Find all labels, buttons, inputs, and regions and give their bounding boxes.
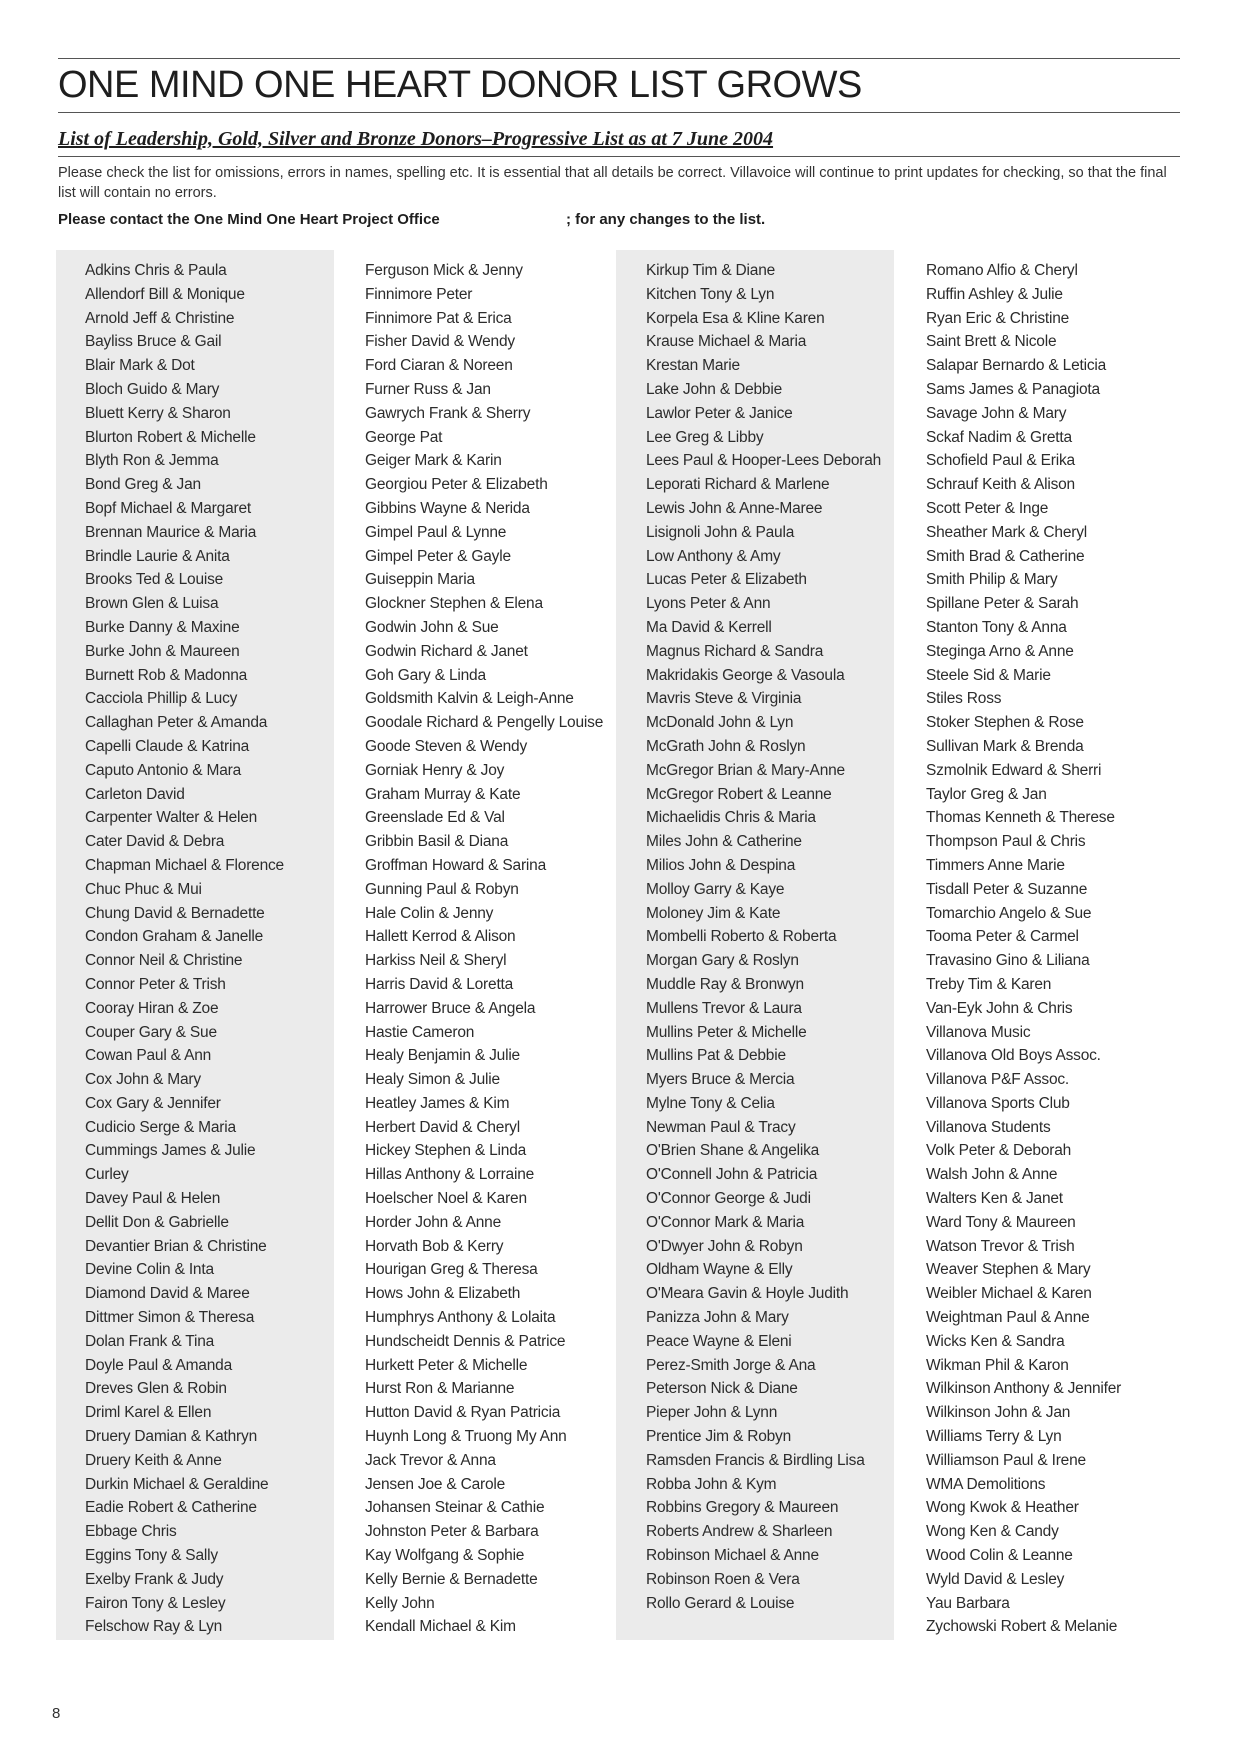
donor-entry: Mombelli Roberto & Roberta (646, 928, 837, 946)
donor-entry: Healy Simon & Julie (365, 1071, 500, 1089)
donor-entry: Eggins Tony & Sally (85, 1547, 218, 1565)
donor-entry: Bayliss Bruce & Gail (85, 333, 222, 351)
donor-entry: Stoker Stephen & Rose (926, 714, 1084, 732)
donor-entry: Caputo Antonio & Mara (85, 761, 242, 779)
donor-entry: Cox John & Mary (85, 1071, 201, 1089)
donor-entry: Travasino Gino & Liliana (926, 952, 1090, 970)
donor-entry: Magnus Richard & Sandra (646, 642, 824, 660)
donor-entry: Gunning Paul & Robyn (365, 880, 519, 898)
donor-entry: Romano Alfio & Cheryl (926, 262, 1078, 279)
donor-entry: Sheather Mark & Cheryl (926, 523, 1087, 541)
donor-entry: Hillas Anthony & Lorraine (365, 1166, 535, 1184)
donor-entry: Lawlor Peter & Janice (646, 404, 793, 422)
donor-entry: Thomas Kenneth & Therese (926, 809, 1115, 827)
donor-entry: Exelby Frank & Judy (85, 1570, 224, 1588)
donor-entry: Oldham Wayne & Elly (646, 1261, 793, 1279)
donor-entry: Graham Murray & Kate (365, 785, 521, 803)
donor-entry: Lees Paul & Hooper-Lees Deborah (646, 452, 882, 470)
top-rule (58, 58, 1180, 59)
donor-entry: Hastie Cameron (365, 1023, 475, 1041)
donor-entry: Horvath Bob & Kerry (365, 1237, 504, 1255)
donor-entry: Walters Ken & Janet (926, 1190, 1063, 1208)
donor-entry: Peterson Nick & Diane (646, 1380, 798, 1398)
donor-entry: Capelli Claude & Katrina (85, 737, 250, 755)
donor-entry: Hourigan Greg & Theresa (365, 1261, 538, 1279)
donor-entry: Saint Brett & Nicole (926, 333, 1057, 351)
donor-entry: Mullins Peter & Michelle (646, 1023, 807, 1041)
donor-entry: Cacciola Phillip & Lucy (85, 690, 238, 708)
donor-entry: Hurkett Peter & Michelle (365, 1356, 528, 1374)
donor-entry: Roberts Andrew & Sharleen (646, 1523, 833, 1541)
donor-entry: Bluett Kerry & Sharon (85, 404, 231, 422)
donor-entry: Robba John & Kym (646, 1475, 777, 1493)
donor-entry: Cowan Paul & Ann (85, 1047, 212, 1065)
donor-entry: George Pat (365, 428, 443, 446)
donor-entry: Kay Wolfgang & Sophie (365, 1547, 525, 1565)
donor-entry: WMA Demolitions (926, 1475, 1046, 1493)
donor-entry: Burke John & Maureen (85, 642, 240, 660)
donor-entry: Salapar Bernardo & Leticia (926, 357, 1107, 375)
donor-entry: Groffman Howard & Sarina (365, 856, 546, 874)
donor-entry: Tomarchio Angelo & Sue (926, 904, 1092, 922)
donor-entry: Ferguson Mick & Jenny (365, 262, 523, 279)
donor-entry: Schrauf Keith & Alison (926, 476, 1075, 494)
donor-entry: Villanova Students (926, 1118, 1051, 1136)
donor-entry: Scott Peter & Inge (926, 499, 1049, 517)
donor-entry: Blair Mark & Dot (85, 357, 195, 375)
donor-entry: Ruffin Ashley & Julie (926, 285, 1063, 303)
donor-entry: Gorniak Henry & Joy (365, 761, 505, 779)
donor-entry: Wikman Phil & Karon (926, 1356, 1069, 1374)
donor-entry: Brooks Ted & Louise (85, 571, 224, 589)
donor-entry: Goodale Richard & Pengelly Louise (365, 714, 604, 732)
donor-entry: Watson Trevor & Trish (926, 1237, 1075, 1255)
donor-entry: Guiseppin Maria (365, 571, 475, 589)
donor-entry: Walsh John & Anne (926, 1166, 1058, 1184)
donor-entry: Mullins Pat & Debbie (646, 1047, 786, 1065)
donor-entry: Jack Trevor & Anna (365, 1451, 496, 1469)
donor-entry: Wong Kwok & Heather (926, 1499, 1079, 1517)
donor-entry: Panizza John & Mary (646, 1309, 789, 1327)
donor-entry: Chuc Phuc & Mui (85, 880, 202, 898)
donor-entry: Arnold Jeff & Christine (85, 309, 235, 327)
donor-column-3 (646, 259, 916, 1615)
donor-entry: Myers Bruce & Mercia (646, 1071, 795, 1089)
donor-entry: Villanova P&F Assoc. (926, 1071, 1070, 1089)
donor-entry: Morgan Gary & Roslyn (646, 952, 799, 970)
donor-entry: Dellit Don & Gabrielle (85, 1213, 229, 1231)
donor-entry: Druery Damian & Kathryn (85, 1428, 257, 1446)
donor-entry: Williamson Paul & Irene (926, 1451, 1086, 1469)
donor-entry: Ryan Eric & Christine (926, 309, 1070, 327)
donor-entry: Lewis John & Anne-Maree (646, 499, 823, 517)
donor-entry: Robbins Gregory & Maureen (646, 1499, 839, 1517)
page-subtitle: List of Leadership, Gold, Silver and Bronze Donors–Progressive List as at 7 June 2004 (58, 128, 774, 150)
contact-instruction-end: ; for any changes to the list. (566, 211, 766, 228)
donor-entry: Milios John & Despina (646, 856, 796, 874)
donor-entry: Mavris Steve & Virginia (646, 690, 802, 708)
donor-entry: Kirkup Tim & Diane (646, 262, 776, 279)
donor-entry: Harrower Bruce & Angela (365, 999, 536, 1017)
donor-entry: Ward Tony & Maureen (926, 1213, 1076, 1231)
donor-entry: Harkiss Neil & Sheryl (365, 952, 507, 970)
donor-entry: Stanton Tony & Anna (926, 618, 1067, 636)
donor-entry: Davey Paul & Helen (85, 1190, 221, 1208)
donor-entry: Callaghan Peter & Amanda (85, 714, 268, 732)
donor-entry: Spillane Peter & Sarah (926, 595, 1079, 613)
donor-entry: Dreves Glen & Robin (85, 1380, 227, 1398)
donor-entry: Ford Ciaran & Noreen (365, 357, 513, 375)
donor-entry: Yau Barbara (926, 1594, 1010, 1612)
donor-entry: Dittmer Simon & Theresa (85, 1309, 255, 1327)
donor-entry: Sams James & Panagiota (926, 380, 1100, 398)
donor-entry: McGregor Robert & Leanne (646, 785, 832, 803)
donor-entry: Van-Eyk John & Chris (926, 999, 1073, 1017)
donor-entry: Godwin Richard & Janet (365, 642, 528, 660)
donor-entry: Hale Colin & Jenny (365, 904, 494, 922)
donor-entry: Leporati Richard & Marlene (646, 476, 830, 494)
donor-entry: Wood Colin & Leanne (926, 1547, 1073, 1565)
donor-entry: Taylor Greg & Jan (926, 785, 1047, 803)
donor-entry: Sckaf Nadim & Gretta (926, 428, 1072, 446)
donor-entry: Condon Graham & Janelle (85, 928, 264, 946)
donor-entry: McDonald John & Lyn (646, 714, 794, 732)
donor-entry: Georgiou Peter & Elizabeth (365, 476, 548, 494)
donor-entry: O'Meara Gavin & Hoyle Judith (646, 1285, 849, 1303)
donor-entry: O'Brien Shane & Angelika (646, 1142, 820, 1160)
donor-entry: Kitchen Tony & Lyn (646, 285, 775, 303)
donor-entry: Humphrys Anthony & Lolaita (365, 1309, 556, 1327)
donor-entry: Williams Terry & Lyn (926, 1428, 1062, 1446)
donor-entry: Devine Colin & Inta (85, 1261, 214, 1279)
donor-entry: Kelly John (365, 1594, 435, 1612)
donor-entry: Savage John & Mary (926, 404, 1067, 422)
donor-entry: Hundscheidt Dennis & Patrice (365, 1332, 566, 1350)
donor-entry: Perez-Smith Jorge & Ana (646, 1356, 816, 1374)
donor-entry: Hallett Kerrod & Alison (365, 928, 516, 946)
donor-entry: Cater David & Debra (85, 833, 225, 851)
donor-entry: Pieper John & Lynn (646, 1404, 778, 1422)
donor-entry: Weightman Paul & Anne (926, 1309, 1090, 1327)
donor-entry: Lucas Peter & Elizabeth (646, 571, 807, 589)
donor-entry: Lyons Peter & Ann (646, 595, 771, 613)
donor-entry: Ebbage Chris (85, 1523, 177, 1541)
donor-entry: Smith Philip & Mary (926, 571, 1058, 589)
title-rule (58, 112, 1180, 113)
donor-entry: Eadie Robert & Catherine (85, 1499, 257, 1517)
donor-entry: Felschow Ray & Lyn (85, 1618, 223, 1636)
donor-entry: Cudicio Serge & Maria (85, 1118, 236, 1136)
donor-entry: Burke Danny & Maxine (85, 618, 240, 636)
donor-entry: Wicks Ken & Sandra (926, 1332, 1065, 1350)
donor-entry: Zychowski Robert & Melanie (926, 1618, 1118, 1636)
donor-entry: Bopf Michael & Margaret (85, 499, 251, 517)
donor-entry: Goode Steven & Wendy (365, 737, 528, 755)
donor-entry: Ramsden Francis & Birdling Lisa (646, 1451, 865, 1469)
donor-entry: Jensen Joe & Carole (365, 1475, 506, 1493)
donor-entry: Robinson Michael & Anne (646, 1547, 819, 1565)
page-number: 8 (52, 1705, 61, 1722)
donor-entry: Wilkinson Anthony & Jennifer (926, 1380, 1122, 1398)
donor-entry: Greenslade Ed & Val (365, 809, 505, 827)
donor-entry: O'Connor Mark & Maria (646, 1213, 805, 1231)
donor-entry: Moloney Jim & Kate (646, 904, 781, 922)
donor-entry: Lee Greg & Libby (646, 428, 764, 446)
donor-entry: Weaver Stephen & Mary (926, 1261, 1091, 1279)
donor-entry: Gribbin Basil & Diana (365, 833, 509, 851)
donor-entry: Bond Greg & Jan (85, 476, 201, 494)
subtitle-rule (58, 156, 1180, 157)
donor-entry: Lake John & Debbie (646, 380, 782, 398)
donor-entry: O'Dwyer John & Robyn (646, 1237, 803, 1255)
donor-entry: Gawrych Frank & Sherry (365, 404, 531, 422)
donor-entry: Doyle Paul & Amanda (85, 1356, 232, 1374)
donor-entry: Sullivan Mark & Brenda (926, 737, 1084, 755)
donor-entry: Diamond David & Maree (85, 1285, 250, 1303)
donor-entry: Brown Glen & Luisa (85, 595, 219, 613)
donor-entry: Kendall Michael & Kim (365, 1618, 516, 1636)
intro-paragraph: Please check the list for omissions, errors in names, spelling etc. It is essential that all details be correct. Villavoice will continue to print updates for checking, so that the final list will contain no errors. (58, 165, 1167, 201)
donor-entry: Molloy Garry & Kaye (646, 880, 785, 898)
donor-entry: Gimpel Peter & Gayle (365, 547, 511, 565)
donor-entry: Connor Peter & Trish (85, 975, 226, 993)
donor-entry: Johansen Steinar & Cathie (365, 1499, 545, 1517)
donor-entry: Heatley James & Kim (365, 1094, 510, 1112)
donor-entry: Finnimore Pat & Erica (365, 309, 512, 327)
donor-entry: Driml Karel & Ellen (85, 1404, 212, 1422)
donor-entry: Chung David & Bernadette (85, 904, 265, 922)
donor-entry: Chapman Michael & Florence (85, 856, 284, 874)
donor-entry: Fisher David & Wendy (365, 333, 515, 351)
donor-entry: Villanova Sports Club (926, 1094, 1070, 1112)
donor-entry: Low Anthony & Amy (646, 547, 781, 565)
donor-entry: Mullens Trevor & Laura (646, 999, 802, 1017)
donor-entry: O'Connell John & Patricia (646, 1166, 818, 1184)
donor-entry: Tisdall Peter & Suzanne (926, 880, 1088, 898)
donor-entry: Adkins Chris & Paula (85, 262, 227, 279)
donor-entry: Prentice Jim & Robyn (646, 1428, 792, 1446)
donor-entry: Blurton Robert & Michelle (85, 428, 256, 446)
donor-column-4 (926, 259, 1196, 1639)
donor-entry: Bloch Guido & Mary (85, 380, 220, 398)
donor-entry: Steele Sid & Marie (926, 666, 1051, 684)
donor-entry: Godwin John & Sue (365, 618, 499, 636)
donor-entry: Steginga Arno & Anne (926, 642, 1074, 660)
donor-entry: Dolan Frank & Tina (85, 1332, 215, 1350)
donor-entry: Villanova Music (926, 1023, 1031, 1041)
donor-entry: Brindle Laurie & Anita (85, 547, 230, 565)
donor-entry: Carpenter Walter & Helen (85, 809, 258, 827)
donor-entry: Hurst Ron & Marianne (365, 1380, 515, 1398)
donor-entry: Villanova Old Boys Assoc. (926, 1047, 1101, 1065)
donor-entry: Robinson Roen & Vera (646, 1570, 800, 1588)
donor-entry: Krause Michael & Maria (646, 333, 807, 351)
donor-entry: Blyth Ron & Jemma (85, 452, 219, 470)
donor-entry: McGrath John & Roslyn (646, 737, 806, 755)
donor-entry: Wyld David & Lesley (926, 1570, 1065, 1588)
donor-entry: Herbert David & Cheryl (365, 1118, 520, 1136)
donor-entry: Weibler Michael & Karen (926, 1285, 1092, 1303)
donor-entry: Rollo Gerard & Louise (646, 1594, 795, 1612)
donor-entry: Cummings James & Julie (85, 1142, 256, 1160)
donor-entry: Hows John & Elizabeth (365, 1285, 521, 1303)
donor-entry: Healy Benjamin & Julie (365, 1047, 520, 1065)
donor-entry: Burnett Rob & Madonna (85, 666, 248, 684)
donor-entry: O'Connor George & Judi (646, 1190, 811, 1208)
donor-entry: Glockner Stephen & Elena (365, 595, 543, 613)
donor-entry: Lisignoli John & Paula (646, 523, 795, 541)
donor-entry: Couper Gary & Sue (85, 1023, 217, 1041)
donor-entry: Wong Ken & Candy (926, 1523, 1059, 1541)
donor-entry: Muddle Ray & Bronwyn (646, 975, 804, 993)
donor-entry: Timmers Anne Marie (926, 856, 1065, 874)
donor-entry: Furner Russ & Jan (365, 380, 491, 398)
donor-entry: Volk Peter & Deborah (926, 1142, 1072, 1160)
donor-entry: Finnimore Peter (365, 285, 473, 303)
donor-entry: Smith Brad & Catherine (926, 547, 1085, 565)
page-title: ONE MIND ONE HEART DONOR LIST GROWS (58, 64, 862, 106)
donor-entry: Geiger Mark & Karin (365, 452, 502, 470)
donor-entry: Korpela Esa & Kline Karen (646, 309, 825, 327)
donor-entry: Krestan Marie (646, 357, 740, 375)
donor-entry: Tooma Peter & Carmel (926, 928, 1079, 946)
donor-entry: Allendorf Bill & Monique (85, 285, 245, 303)
donor-column-2 (365, 259, 635, 1639)
donor-entry: Fairon Tony & Lesley (85, 1594, 226, 1612)
donor-entry: Szmolnik Edward & Sherri (926, 761, 1102, 779)
donor-entry: Goldsmith Kalvin & Leigh-Anne (365, 690, 574, 708)
donor-column-1 (85, 259, 355, 1639)
donor-entry: Cox Gary & Jennifer (85, 1094, 221, 1112)
donor-entry: Harris David & Loretta (365, 975, 514, 993)
donor-entry: Hoelscher Noel & Karen (365, 1190, 527, 1208)
donor-entry: Michaelidis Chris & Maria (646, 809, 816, 827)
donor-entry: Johnston Peter & Barbara (365, 1523, 539, 1541)
donor-entry: Makridakis George & Vasoula (646, 666, 845, 684)
donor-entry: Schofield Paul & Erika (926, 452, 1075, 470)
donor-entry: Peace Wayne & Eleni (646, 1332, 792, 1350)
donor-entry: Ma David & Kerrell (646, 618, 772, 636)
donor-entry: Huynh Long & Truong My Ann (365, 1428, 567, 1446)
donor-entry: Newman Paul & Tracy (646, 1118, 796, 1136)
donor-entry: Hickey Stephen & Linda (365, 1142, 527, 1160)
donor-entry: Horder John & Anne (365, 1213, 501, 1231)
donor-entry: Miles John & Catherine (646, 833, 802, 851)
donor-entry: Carleton David (85, 785, 185, 803)
donor-entry: Mylne Tony & Celia (646, 1094, 775, 1112)
donor-entry: Gimpel Paul & Lynne (365, 523, 507, 541)
donor-entry: Cooray Hiran & Zoe (85, 999, 219, 1017)
donor-entry: Connor Neil & Christine (85, 952, 243, 970)
donor-entry: Devantier Brian & Christine (85, 1237, 267, 1255)
donor-entry: Hutton David & Ryan Patricia (365, 1404, 561, 1422)
donor-entry: Wilkinson John & Jan (926, 1404, 1071, 1422)
donor-entry: McGregor Brian & Mary-Anne (646, 761, 845, 779)
donor-entry: Kelly Bernie & Bernadette (365, 1570, 538, 1588)
donor-entry: Goh Gary & Linda (365, 666, 486, 684)
donor-entry: Brennan Maurice & Maria (85, 523, 257, 541)
contact-instruction: Please contact the One Mind One Heart Project Office (58, 211, 440, 228)
donor-entry: Durkin Michael & Geraldine (85, 1475, 269, 1493)
donor-entry: Stiles Ross (926, 690, 1002, 708)
donor-entry: Thompson Paul & Chris (926, 833, 1086, 851)
donor-entry: Curley (85, 1166, 129, 1184)
donor-entry: Druery Keith & Anne (85, 1451, 222, 1469)
donor-entry: Gibbins Wayne & Nerida (365, 499, 530, 517)
donor-entry: Treby Tim & Karen (926, 975, 1052, 993)
